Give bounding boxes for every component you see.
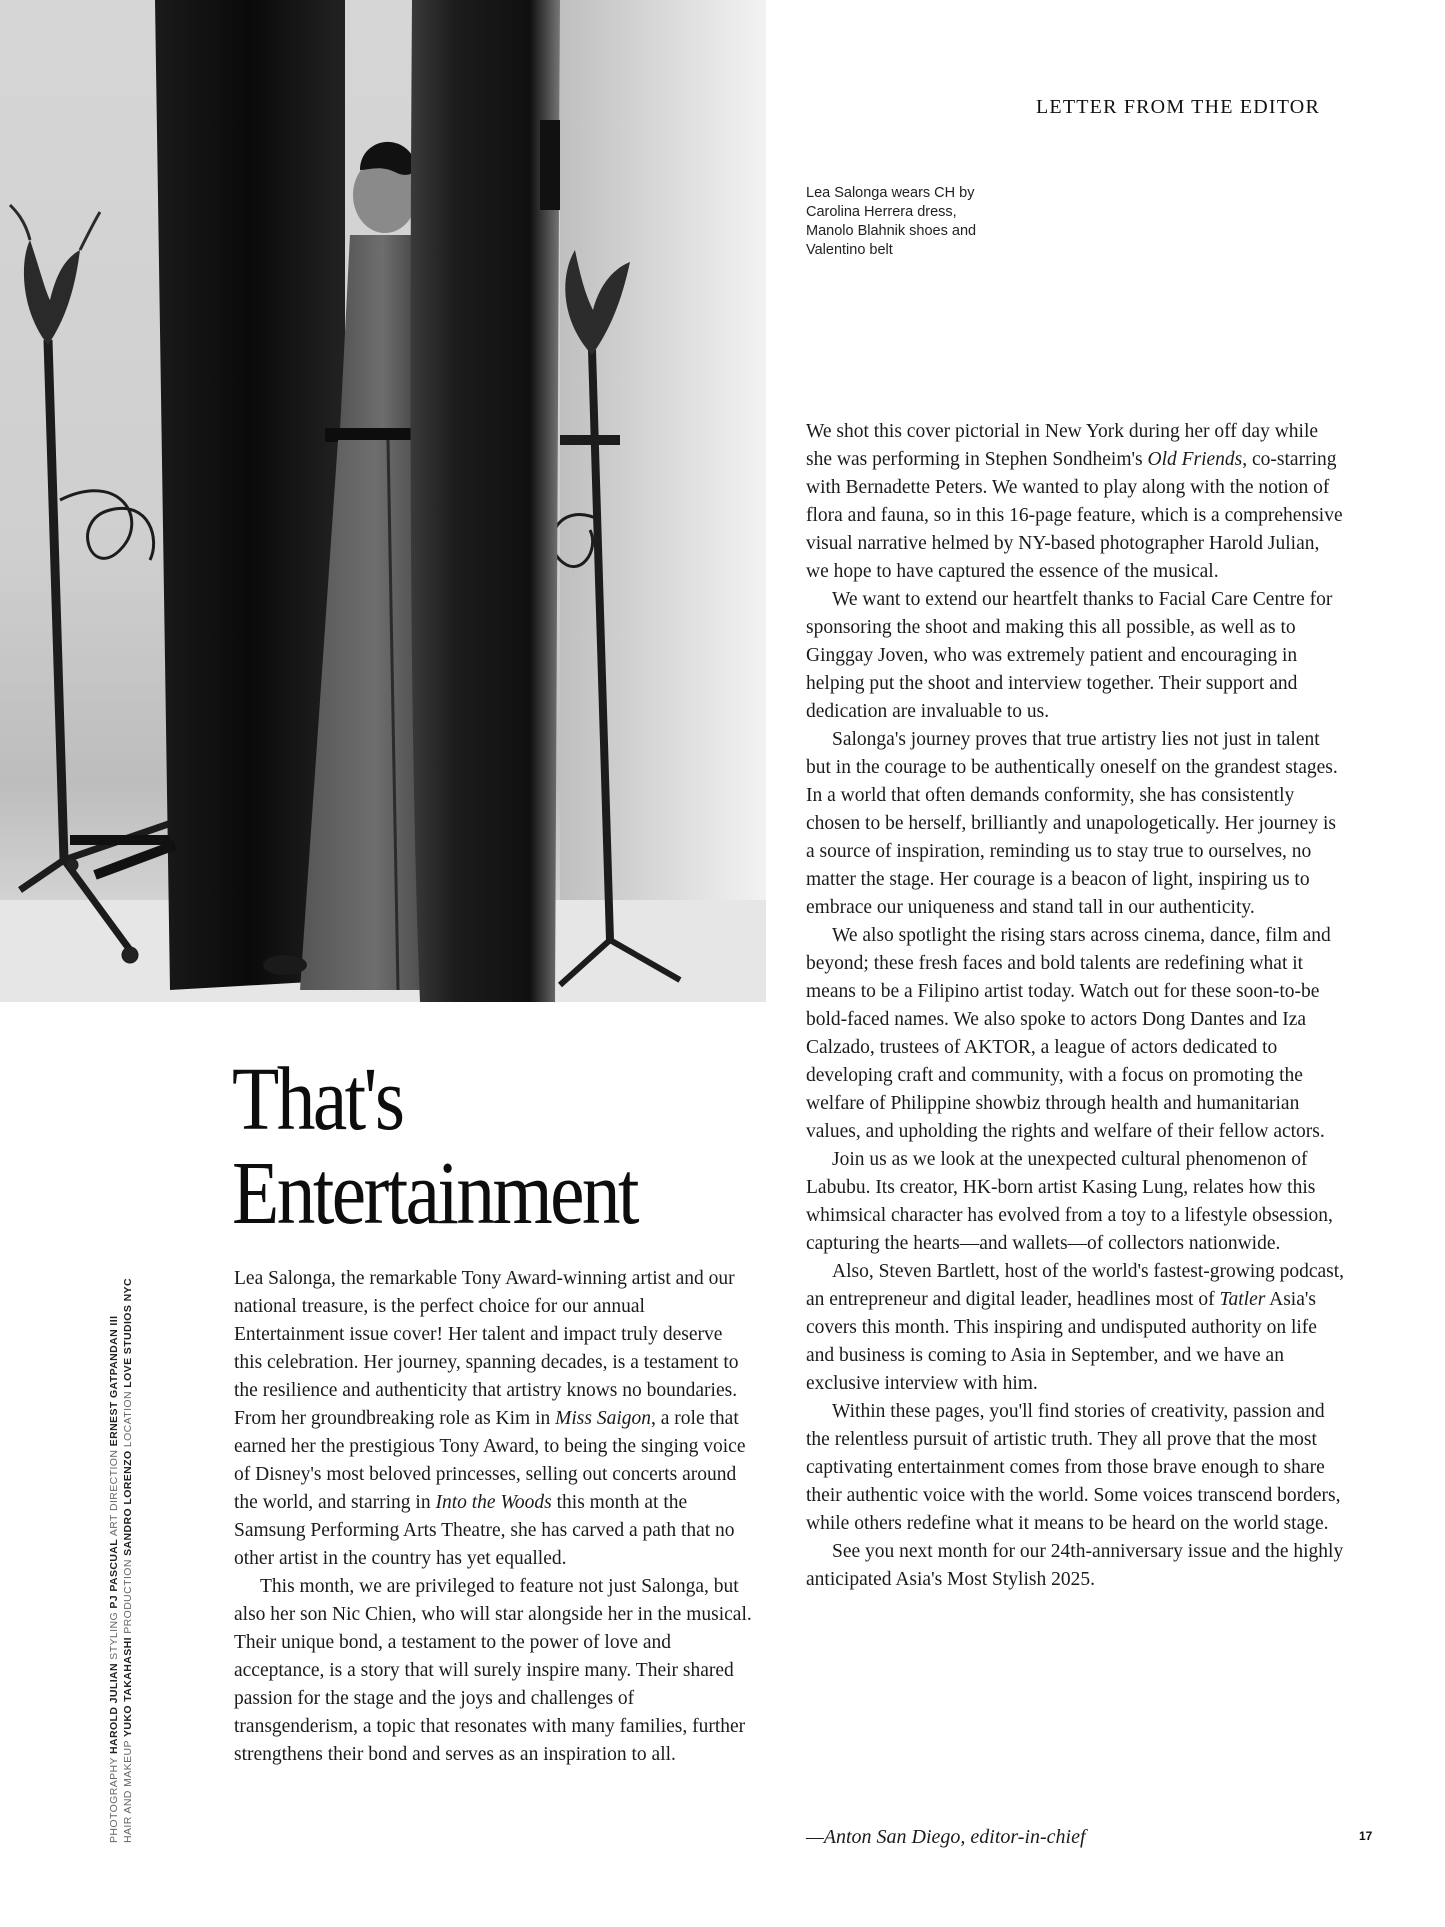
section-label: LETTER FROM THE EDITOR bbox=[1036, 96, 1320, 118]
paragraph: Also, Steven Bartlett, host of the world's fastest-growing podcast, an entrepreneur and digital leader, headlines most of Tatler Asia's covers this month. This inspiring and undisputed authority on life and business is coming to Asia in September, and we have an exclusive interview with him. bbox=[806, 1261, 1345, 1394]
credits-line-2: HAIR AND MAKEUP YUKO TAKAHASHI PRODUCTION SANDRO LORENZO LOCATION LOVE STUDIOS NYC bbox=[121, 1278, 134, 1843]
credits-line-1: PHOTOGRAPHY HAROLD JULIAN STYLING PJ PASCUAL ART DIRECTION ERNEST GATPANDAN III bbox=[108, 1315, 120, 1843]
paragraph: Salonga's journey proves that true artistry lies not just in talent but in the courage to be authentically oneself on the grandest stages. In a world that often demands conformity, she has consistently chosen to be herself, brilliantly and unapologetically. Her journey is a source of inspiration, reminding us to stay true to ourselves, no matter the stage. Her courage is a beacon of light, inspiring us to embrace our uniqueness and stand tall in our authenticity. bbox=[806, 729, 1338, 918]
page-number: 17 bbox=[1359, 1829, 1373, 1843]
cover-photograph bbox=[0, 0, 766, 1002]
left-flower bbox=[10, 205, 100, 345]
paragraph: This month, we are privileged to feature not just Salonga, but also her son Nic Chien, who will star alongside her in the musical. Their unique bond, a testament to the power of love and acceptance, is a story that will surely inspire many. Their shared passion for the stage and the joys and challenges of transgenderism, a topic that resonates with many families, further strengthens their bond and serves as an inspiration to all. bbox=[234, 1576, 752, 1765]
backdrop-light bbox=[560, 0, 766, 1002]
headline-line-1: That's bbox=[232, 1050, 403, 1149]
panel-base bbox=[70, 840, 175, 875]
paragraph: We shot this cover pictorial in New York during her off day while she was performing in Stephen Sondheim's Old Friends, co-starring with Bernadette Peters. We wanted to play along with the notion of flora and fauna, so in this 16-page feature, which is a comprehensive visual narrative helmed by NY-based photographer Harold Julian, we hope to have captured the essence of the musical. bbox=[806, 421, 1343, 582]
photo-credits bbox=[108, 1278, 135, 1843]
headline-line-2: Entertainment bbox=[232, 1144, 637, 1243]
clamp bbox=[540, 120, 560, 210]
body-column-left bbox=[234, 1265, 754, 1769]
paragraph: See you next month for our 24th-anniversary issue and the highly anticipated Asia's Most Stylish 2025. bbox=[806, 1541, 1344, 1590]
paragraph: Within these pages, you'll find stories of creativity, passion and the relentless pursuit of artistic truth. They all prove that the most captivating entertainment comes from those brave enough to share their authentic voice with the world. Some voices transcend borders, while others redefine what it means to be heard on the world stage. bbox=[806, 1401, 1341, 1534]
headline bbox=[232, 1050, 637, 1243]
editor-signoff: —Anton San Diego, editor-in-chief bbox=[806, 1826, 1086, 1848]
paragraph: We also spotlight the rising stars across cinema, dance, film and beyond; these fresh faces and bold talents are redefining what it means to be a Filipino artist today. Watch out for these soon-to-be bold-faced names. We also spoke to actors Dong Dantes and Iza Calzado, trustees of AKTOR, a league of actors dedicated to developing craft and community, with a focus on promoting the welfare of Philippine showbiz through health and humanitarian values, and upholding the rights and welfare of their fellow actors. bbox=[806, 925, 1331, 1142]
dark-panel-right bbox=[410, 0, 560, 1002]
paragraph: We want to extend our heartfelt thanks to Facial Care Centre for sponsoring the shoot and making this all possible, as well as to Ginggay Joven, who was extremely patient and encouraging in helping put the shoot and interview together. Their support and dedication are invaluable to us. bbox=[806, 589, 1333, 722]
body-column-right bbox=[806, 418, 1346, 1594]
paragraph: Join us as we look at the unexpected cultural phenomenon of Labubu. Its creator, HK-born artist Kasing Lung, relates how this whimsical character has evolved from a toy to a lifestyle obsession, capturing the hearts—and wallets—of collectors nationwide. bbox=[806, 1149, 1333, 1254]
paragraph: Lea Salonga, the remarkable Tony Award-winning artist and our national treasure, is the perfect choice for our annual Entertainment issue cover! Her talent and impact truly deserve this celebration. Her journey, spanning decades, is a testament to the resilience and authenticity that artistry knows no boundaries. From her groundbreaking role as Kim in Miss Saigon, a role that earned her the prestigious Tony Award, to being the singing voice of Disney's most beloved princesses, selling out concerts around the world, and starring in Into the Woods this month at the Samsung Performing Arts Theatre, she has carved a path that no other artist in the country has yet equalled. bbox=[234, 1268, 746, 1569]
photo-caption: Lea Salonga wears CH by Carolina Herrera dress, Manolo Blahnik shoes and Valentino belt bbox=[806, 185, 977, 258]
photo-illustration bbox=[0, 0, 766, 1002]
